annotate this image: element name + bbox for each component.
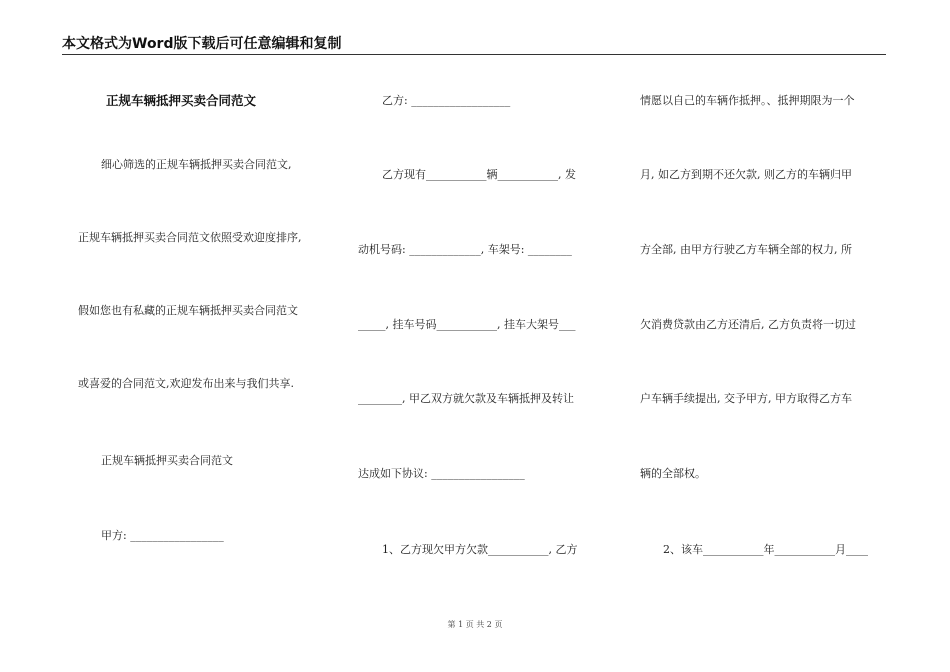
column1-line: 细心筛选的正规车辆抵押买卖合同范文, [101,158,292,171]
column2-line: 达成如下协议: _________________ [358,467,525,480]
column3-line: 2、该车___________年___________月____ [663,543,868,556]
page-header [62,36,886,55]
page-number: 第 1 页 共 2 页 [447,620,503,629]
column2-line: 动机号码: _____________, 车架号: ________ [358,243,572,256]
column1-subtitle: 正规车辆抵押买卖合同范文 [101,454,233,467]
column3-line: 月, 如乙方到期不还欠款, 则乙方的车辆归甲 [640,168,852,181]
column1-line: 假如您也有私藏的正规车辆抵押买卖合同范文 [78,304,298,317]
party-b-line: 乙方: __________________ [382,94,511,107]
column1-line: 正规车辆抵押买卖合同范文依照受欢迎度排序, [78,231,302,244]
document-title: 正规车辆抵押买卖合同范文 [106,93,257,108]
column3-line: 方全部, 由甲方行驶乙方车辆全部的权力, 所 [640,243,852,256]
column2-line: 乙方现有___________辆___________, 发 [382,168,576,181]
header-text: 本文格式为Word版下载后可任意编辑和复制 [62,36,342,52]
column2-line: ________, 甲乙双方就欠款及车辆抵押及转让 [358,392,574,405]
column3-line: 情愿以自己的车辆作抵押。、抵押期限为一个 [640,94,855,107]
column1-line: 或喜爱的合同范文,欢迎发布出来与我们共享. [78,377,294,390]
column3-line: 户车辆手续提出, 交予甲方, 甲方取得乙方车 [640,392,852,405]
column2-line: _____, 挂车号码___________, 挂车大架号___ [358,318,576,331]
column2-line: 1、乙方现欠甲方欠款___________, 乙方 [382,543,578,556]
column3-line: 辆的全部权。 [640,467,706,480]
party-a-line: 甲方: _________________ [101,529,224,542]
column3-line: 欠消费贷款由乙方还清后, 乙方负责将一切过 [640,318,856,331]
